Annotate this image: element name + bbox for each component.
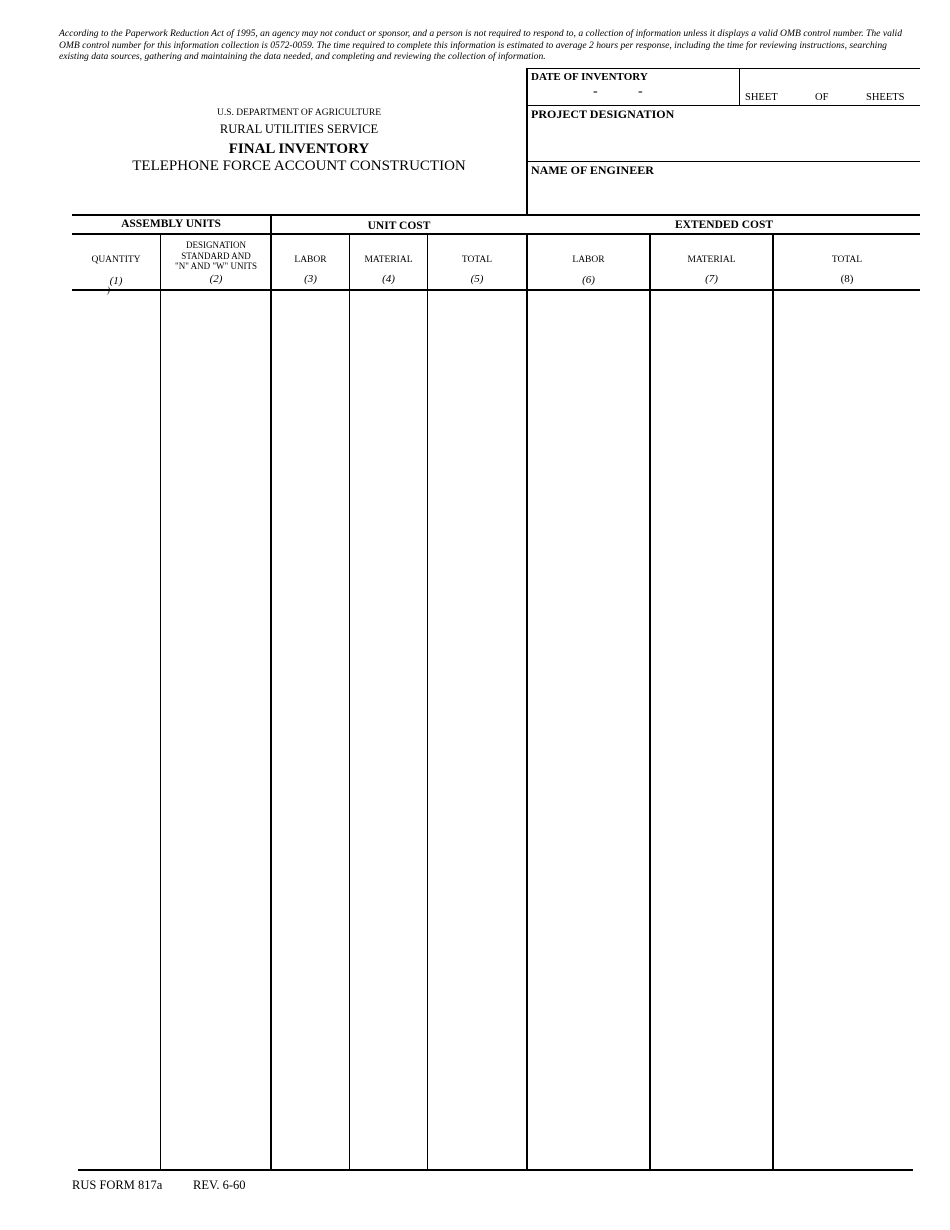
column-header-unit-material: MATERIAL	[364, 255, 413, 265]
unit-cost-header: UNIT COST	[367, 220, 431, 232]
column-number: (4)	[382, 273, 395, 285]
service-name: RURAL UTILITIES SERVICE	[219, 122, 379, 136]
column-header-quantity: QUANTITY	[91, 255, 141, 265]
column-number: (1)	[109, 275, 123, 287]
column-number: (6)	[582, 274, 595, 286]
form-subtitle: TELEPHONE FORCE ACCOUNT CONSTRUCTION	[132, 158, 466, 174]
column-number: (3)	[304, 273, 317, 285]
column-header-unit-total: TOTAL	[461, 255, 493, 265]
paperwork-notice: According to the Paperwork Reduction Act of 1995, an agency may not conduct or sponsor, and a person is not required to respond to, a collection of information unless it displays a valid OMB control number. The valid OMB control number for this information collection is 0572-0059. The time required to complete this information is estimated to average 2 hours per response, including the time for reviewing instructions, searching existing data sources, gathering and maintaining the data needed, and completing and reviewing the collection of information.	[59, 28, 903, 62]
column-header-extended-labor: LABOR	[572, 255, 605, 265]
name-of-engineer-label: NAME OF ENGINEER	[531, 163, 654, 177]
of-label: OF	[815, 92, 829, 103]
column-number: (7)	[705, 273, 718, 285]
assembly-units-header: ASSEMBLY UNITS	[121, 218, 221, 230]
date-of-inventory-label: DATE OF INVENTORY	[531, 71, 648, 83]
form-number: RUS FORM 817a	[72, 1178, 163, 1192]
column-number: (8)	[840, 273, 854, 285]
form-revision: REV. 6-60	[193, 1178, 246, 1192]
column-header-unit-labor: LABOR	[294, 255, 327, 265]
column-number: (5)	[470, 273, 484, 285]
date-separator: -	[638, 84, 643, 99]
form-title: FINAL INVENTORY	[228, 141, 370, 157]
extended-cost-header: EXTENDED COST	[674, 219, 774, 231]
sheets-label: SHEETS	[866, 92, 905, 103]
column-number: (2)	[209, 273, 223, 285]
project-designation-label: PROJECT DESIGNATION	[531, 107, 675, 121]
column-header-extended-material: MATERIAL	[687, 255, 736, 265]
sheet-label: SHEET	[745, 92, 778, 103]
column-header-extended-total: TOTAL	[831, 255, 863, 265]
date-separator: -	[593, 84, 598, 99]
department-name: U.S. DEPARTMENT OF AGRICULTURE	[216, 108, 382, 118]
column-header-designation: DESIGNATION STANDARD AND "N" AND "W" UNITS	[175, 240, 257, 271]
